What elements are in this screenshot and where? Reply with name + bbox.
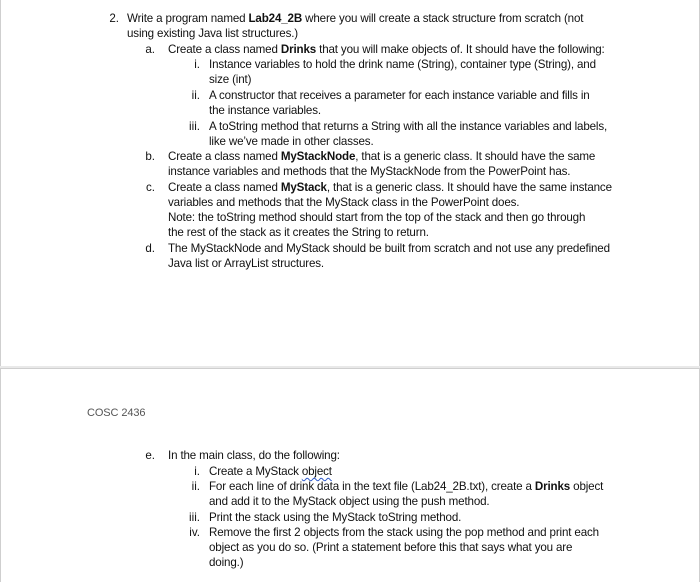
item-e-ii-line-1 <box>209 479 603 494</box>
question-line-1-pre: Write a program named <box>127 12 249 25</box>
item-e-iv-marker: iv. <box>189 526 200 539</box>
item-a-post: that you will make objects of. It should have the following: <box>316 43 605 56</box>
item-c-note-2: the rest of the stack as it creates the String to return. <box>168 226 429 239</box>
item-e-iii-line: Print the stack using the MyStack toString method. <box>209 511 462 524</box>
item-e-i-line <box>209 464 332 479</box>
item-e-ii-marker: ii. <box>191 480 200 493</box>
item-b-marker: b. <box>145 150 155 163</box>
item-a-iii-marker: iii. <box>189 120 200 133</box>
item-c-note-1: Note: the toString method should start from the top of the stack and then go through <box>168 211 586 224</box>
item-e-iv-line-2: object as you do so. (Print a statement before this that says what you are <box>209 541 573 554</box>
question-line-1-post: where you will create a stack structure from scratch (not <box>302 12 584 25</box>
item-a-pre: Create a class named <box>168 43 281 56</box>
drinks-class-name: Drinks <box>280 43 317 56</box>
item-e-line-1: In the main class, do the following: <box>168 449 340 462</box>
item-e-iii-marker: iii. <box>189 511 200 524</box>
item-a-i-line-1: Instance variables to hold the drink name (String), container type (String), and <box>209 58 596 71</box>
item-c-post: , that is a generic class. It should have the same instance <box>326 181 612 194</box>
item-c-marker: c. <box>145 181 155 194</box>
item-e-ii-post: object <box>570 480 604 493</box>
item-b-pre: Create a class named <box>168 150 281 163</box>
course-footer: COSC 2436 <box>87 407 146 419</box>
item-a-iii-line-2: like we’ve made in other classes. <box>209 135 374 148</box>
item-e-iv-line-1: Remove the first 2 objects from the stack using the pop method and print each <box>209 526 599 539</box>
item-b-line-2: instance variables and methods that the MyStackNode from the PowerPoint has. <box>168 165 571 178</box>
item-d-line-2: Java list or ArrayList structures. <box>168 257 324 270</box>
program-name: Lab24_2B <box>248 12 303 25</box>
item-e-i-marker: i. <box>194 465 200 478</box>
document-page-bottom <box>0 368 700 582</box>
item-d-line-1: The MyStackNode and MyStack should be built from scratch and not use any predefined <box>168 242 610 255</box>
question-number: 2. <box>109 12 119 25</box>
item-e-ii-line-2: and add it to the MyStack object using the push method. <box>209 495 490 508</box>
item-a-iii-line-1: A toString method that returns a String with all the instance variables and labels, <box>209 120 608 133</box>
item-e-ii-pre: For each line of drink data in the text file (Lab24_2B.txt), create a <box>209 480 535 493</box>
item-a-text <box>168 42 605 57</box>
item-a-marker: a. <box>145 43 155 56</box>
question-line-2: using existing Java list structures.) <box>127 27 299 40</box>
item-b-line-1 <box>168 149 595 164</box>
item-e-iv-line-3: doing.) <box>209 556 244 569</box>
item-c-line-1 <box>168 180 612 195</box>
question-line-1 <box>127 11 583 26</box>
item-a-ii-line-2: the instance variables. <box>209 104 321 117</box>
item-a-ii-line-1: A constructor that receives a parameter for each instance variable and fills in <box>209 89 590 102</box>
item-c-line-2: variables and methods that the MyStack class in the PowerPoint does. <box>168 196 520 209</box>
item-b-post: , that is a generic class. It should have the same <box>355 150 596 163</box>
drinks-class-name-2: Drinks <box>534 480 571 493</box>
item-a-i-marker: i. <box>194 58 200 71</box>
spellcheck-flagged-word: object <box>301 465 332 478</box>
mystacknode-class-name: MyStackNode <box>280 150 356 163</box>
item-a-i-line-2: size (int) <box>209 73 252 86</box>
item-c-pre: Create a class named <box>168 181 281 194</box>
item-e-marker: e. <box>145 449 155 462</box>
item-d-marker: d. <box>145 242 155 255</box>
item-a-ii-marker: ii. <box>191 89 200 102</box>
mystack-class-name: MyStack <box>280 181 327 194</box>
item-e-i-pre: Create a MyStack <box>209 465 302 478</box>
